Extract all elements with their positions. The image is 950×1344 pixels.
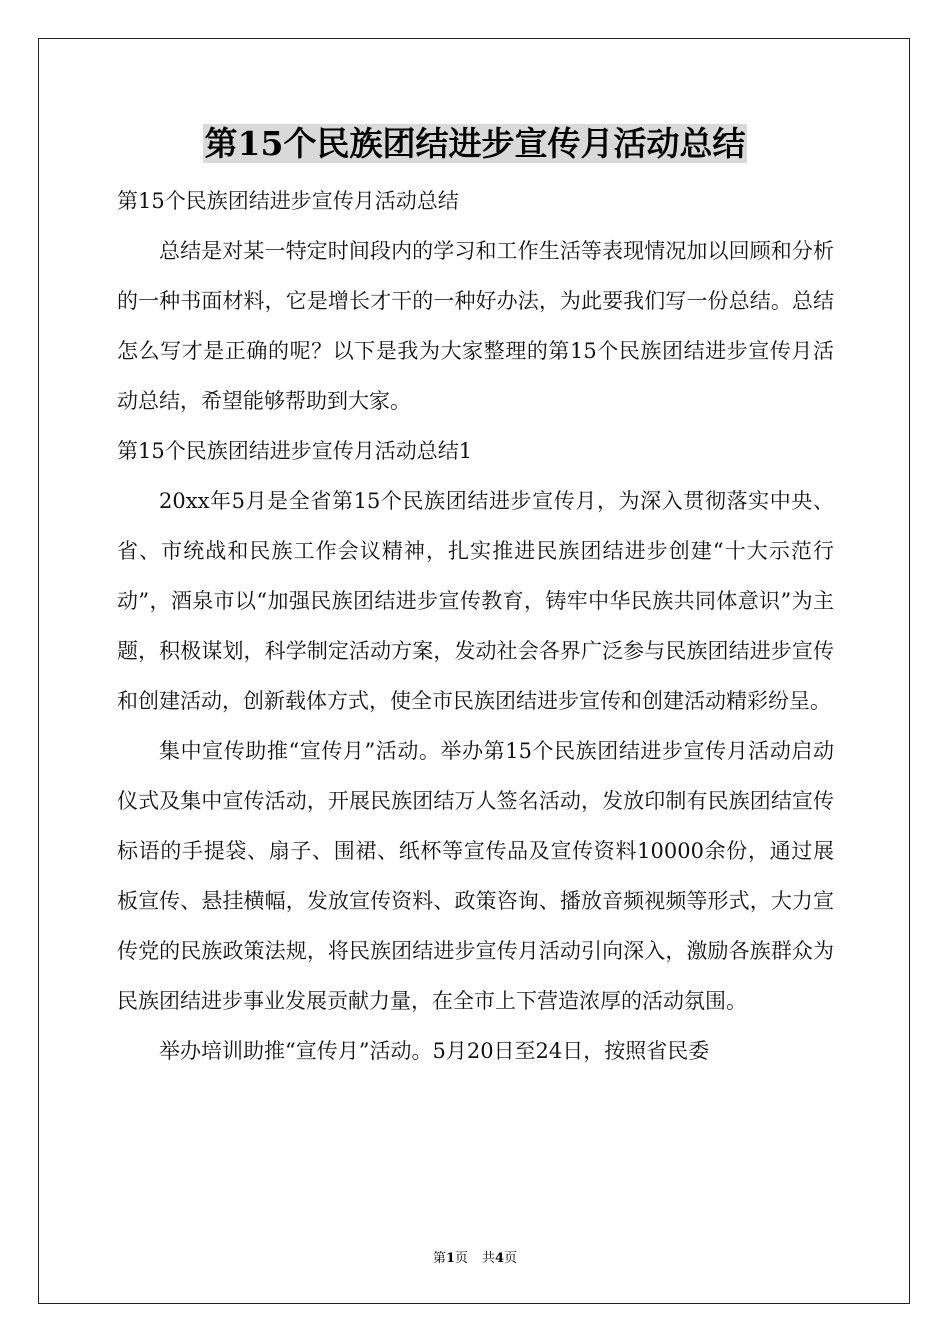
footer-page-suffix: 页 <box>454 1251 468 1266</box>
paragraph: 集中宣传助推“宣传月”活动。举办第15个民族团结进步宣传月活动启动仪式及集中宣传活动，开展民族团结万人签名活动，发放印制有民族团结宣传标语的手提袋、扇子、围裙、纸杯等宣传品及宣传资料10000余份，通过展板宣传、悬挂横幅，发放宣传资料、政策咨询、播放音频视频等形式，大力宣传党的民族政策法规，将民族团结进步宣传月活动引向深入，激励各族群众为民族团结进步事业发展贡献力量，在全市上下营造浓厚的活动氛围。 <box>117 739 834 1013</box>
document-title-text: 第15个民族团结进步宣传月活动总结 <box>204 124 746 163</box>
footer-page-current: 1 <box>445 1251 455 1266</box>
section-heading: 第15个民族团结进步宣传月活动总结 <box>117 189 459 213</box>
section-heading: 第15个民族团结进步宣传月活动总结1 <box>117 439 473 463</box>
footer-total-suffix: 页 <box>504 1251 518 1266</box>
paragraph: 举办培训助推“宣传月”活动。5月20日至24日，按照省民委 <box>159 1039 710 1063</box>
page-footer <box>0 1247 950 1266</box>
document-body <box>117 176 834 1076</box>
document-title <box>0 122 950 166</box>
paragraph: 20xx年5月是全省第15个民族团结进步宣传月，为深入贯彻落实中央、省、市统战和民族工作会议精神，扎实推进民族团结进步创建“十大示范行动”，酒泉市以“加强民族团结进步宣传教育，铸牢中华民族共同体意识”为主题，积极谋划，科学制定活动方案，发动社会各界广泛参与民族团结进步宣传和创建活动，创新载体方式，使全市民族团结进步宣传和创建活动精彩纷呈。 <box>117 489 834 713</box>
footer-page-prefix: 第 <box>432 1251 446 1266</box>
footer-page-total: 4 <box>495 1251 505 1266</box>
paragraph: 总结是对某一特定时间段内的学习和工作生活等表现情况加以回顾和分析的一种书面材料，它是增长才干的一种好办法，为此要我们写一份总结。总结怎么写才是正确的呢？以下是我为大家整理的第15个民族团结进步宣传月活动总结，希望能够帮助到大家。 <box>117 239 834 413</box>
footer-total-prefix: 共 <box>482 1251 496 1266</box>
